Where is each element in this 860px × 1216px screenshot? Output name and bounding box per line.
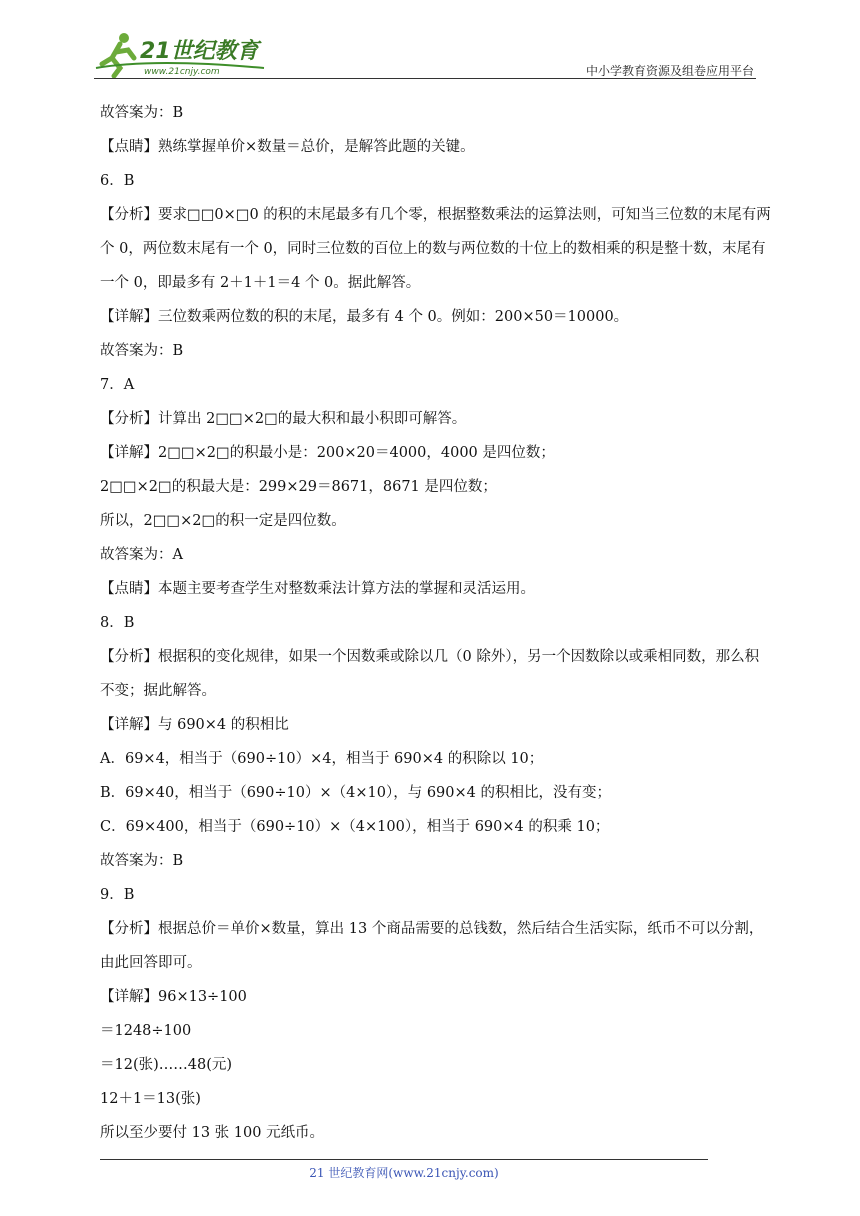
footer-divider bbox=[100, 1159, 708, 1160]
text-line: ＝1248÷100 bbox=[100, 1023, 192, 1039]
question-number: 8．B bbox=[100, 615, 135, 631]
question-number: 9．B bbox=[100, 887, 135, 903]
text-line: 所以至少要付 13 张 100 元纸币。 bbox=[100, 1125, 325, 1141]
text-line: 【详解】96×13÷100 bbox=[100, 989, 247, 1005]
text-line: 【点睛】本题主要考查学生对整数乘法计算方法的掌握和灵活运用。 bbox=[100, 581, 535, 597]
analysis-paragraph: 【分析】根据总价＝单价×数量，算出 13 个商品需要的总钱数，然后结合生活实际，纸币不可以分割，由此回答即可。 bbox=[100, 921, 764, 971]
text-line: 故答案为：B bbox=[100, 343, 184, 359]
header-divider bbox=[94, 78, 756, 79]
text-line: 【详解】三位数乘两位数的积的末尾，最多有 4 个 0。例如：200×50＝10000。 bbox=[100, 309, 629, 325]
answer-content bbox=[100, 96, 780, 1150]
text-line: 故答案为：A bbox=[100, 547, 183, 563]
logo-icon bbox=[94, 28, 274, 78]
text-line: 【点睛】熟练掌握单价×数量＝总价，是解答此题的关键。 bbox=[100, 139, 475, 155]
text-line: 所以，2□□×2□的积一定是四位数。 bbox=[100, 513, 346, 529]
question-number: 7．A bbox=[100, 377, 135, 393]
analysis-paragraph: 【分析】要求□□0×□0 的积的末尾最多有几个零，根据整数乘法的运算法则，可知当三位数的末尾有两个 0，两位数末尾有一个 0，同时三位数的百位上的数与两位数的十位上的数相乘的积是整十数，末尾有一个 0，即最多有 2＋1＋1＝4 个 0。据此解答。 bbox=[100, 207, 771, 291]
logo-text: 21世纪教育 bbox=[140, 39, 259, 64]
text-line: C．69×400，相当于（690÷10）×（4×100），相当于 690×4 的积乘 10； bbox=[100, 819, 610, 835]
text-line: ＝12(张)……48(元) bbox=[100, 1057, 233, 1073]
text-line: 12＋1＝13(张) bbox=[100, 1091, 201, 1107]
text-line: B．69×40，相当于（690÷10）×（4×10），与 690×4 的积相比，没有变； bbox=[100, 785, 611, 801]
logo-url: www.21cnjy.com bbox=[144, 67, 220, 77]
footer-text: 21 世纪教育网(www.21cnjy.com) bbox=[309, 1166, 499, 1180]
text-line: A．69×4，相当于（690÷10）×4，相当于 690×4 的积除以 10； bbox=[100, 751, 544, 767]
text-line: 【分析】计算出 2□□×2□的最大积和最小积即可解答。 bbox=[100, 411, 467, 427]
analysis-paragraph: 【分析】根据积的变化规律，如果一个因数乘或除以几（0 除外），另一个因数除以或乘相同数，那么积不变；据此解答。 bbox=[100, 649, 760, 699]
page-header bbox=[94, 28, 754, 80]
text-line: 2□□×2□的积最大是：299×29＝8671，8671 是四位数； bbox=[100, 479, 497, 495]
header-platform-text: 中小学教育资源及组卷应用平台 bbox=[585, 64, 754, 78]
question-number: 6．B bbox=[100, 173, 135, 189]
text-line: 故答案为：B bbox=[100, 853, 184, 869]
text-line: 【详解】2□□×2□的积最小是：200×20＝4000，4000 是四位数； bbox=[100, 445, 555, 461]
text-line: 故答案为：B bbox=[100, 105, 184, 121]
text-line: 【详解】与 690×4 的积相比 bbox=[100, 717, 289, 733]
